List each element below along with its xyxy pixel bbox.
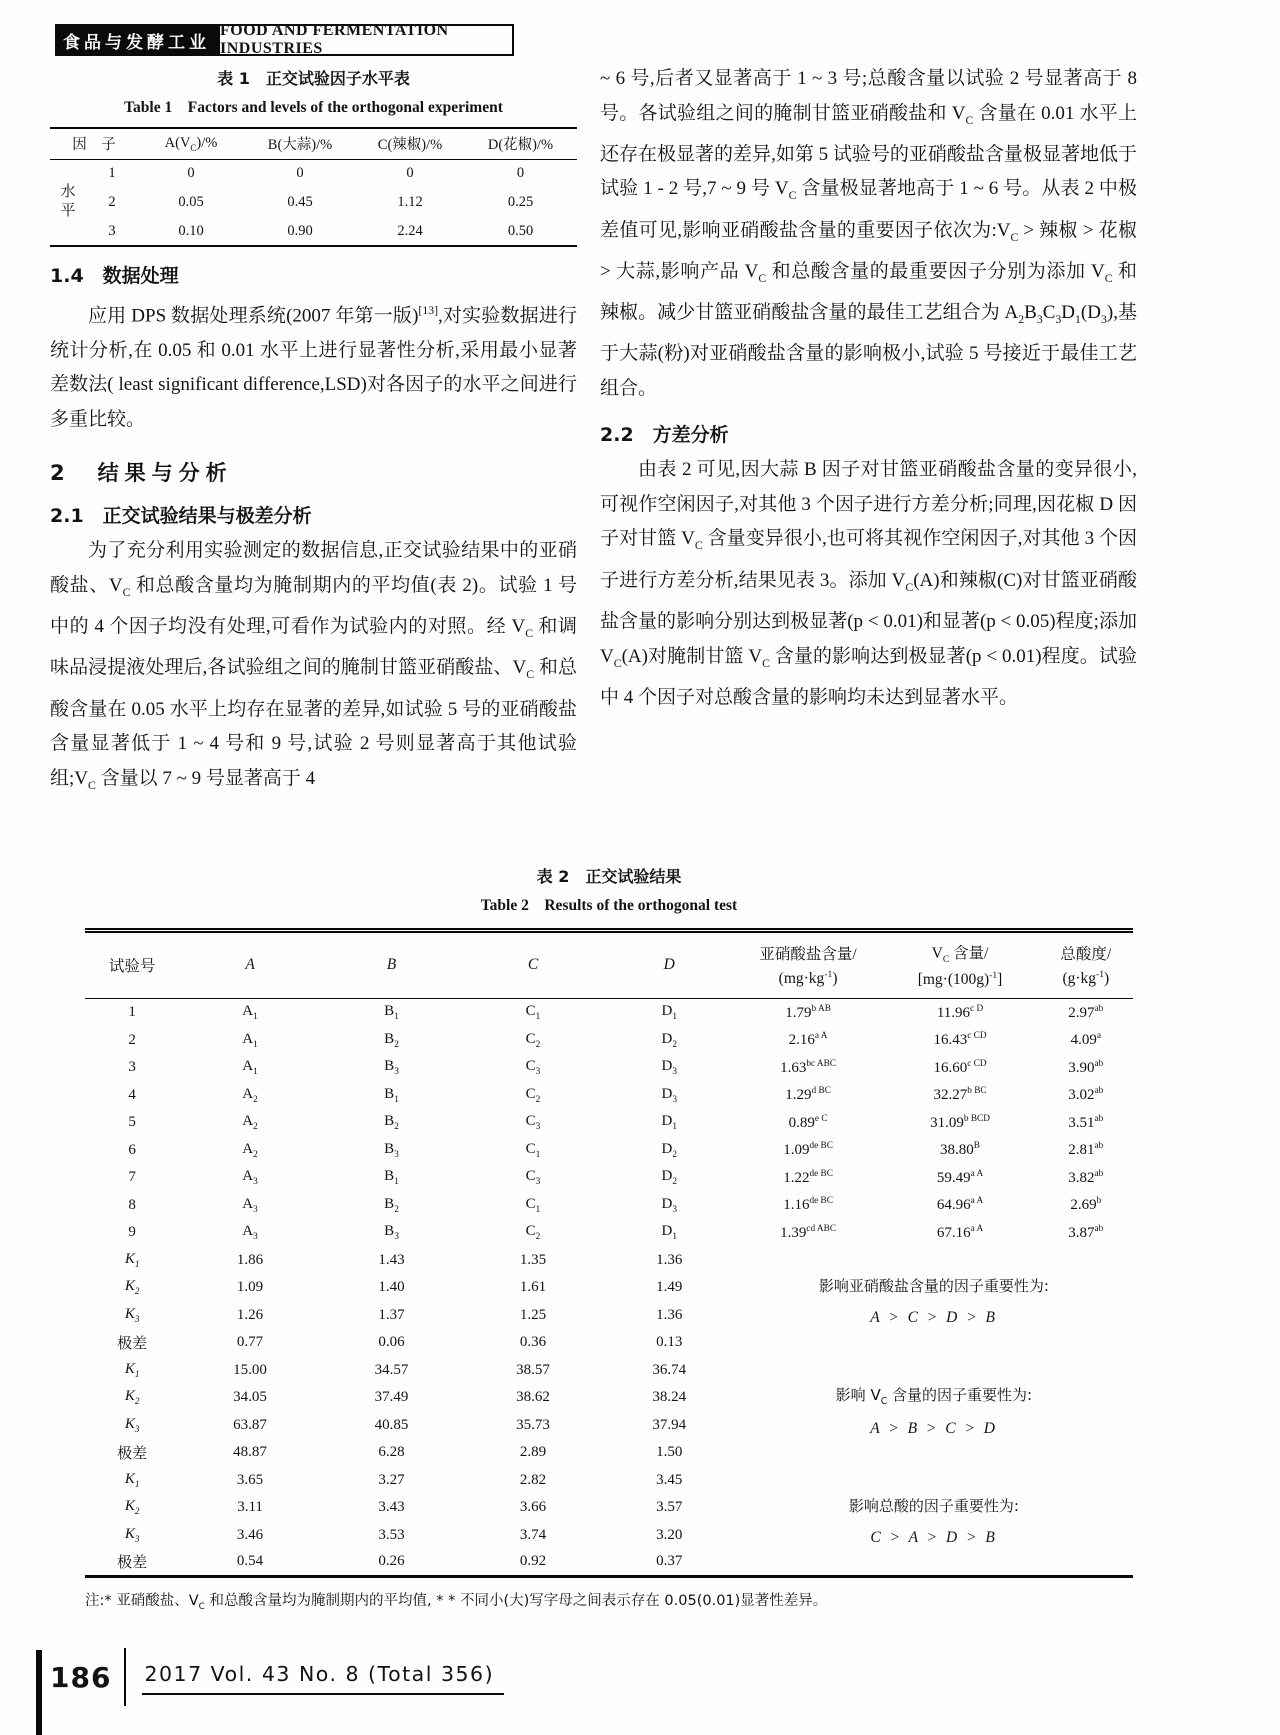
table1-cell: 0.10 xyxy=(178,222,204,239)
run-d: $D_2$ xyxy=(661,1168,677,1187)
table2-run-row xyxy=(85,1081,1133,1109)
k-a: 34.05 xyxy=(233,1389,267,1405)
run-c: $C_1$ xyxy=(525,1140,541,1160)
k-c: 3.74 xyxy=(519,1526,547,1543)
table2-header-nitrite-unit: $(mg\cdot kg^{-1})$ xyxy=(778,969,838,988)
run-no: 9 xyxy=(128,1224,136,1240)
run-d: $D_3$ xyxy=(661,1195,677,1215)
note-order: A > C > D > B xyxy=(870,1309,998,1327)
k-a: 15.00 xyxy=(233,1361,267,1378)
run-a: $A_3$ xyxy=(242,1223,258,1242)
run-vc: $11.96^{c D}$ xyxy=(936,1003,984,1021)
table2-run-row xyxy=(85,1054,1133,1082)
run-vc: $59.49^{a A}$ xyxy=(936,1168,984,1186)
run-a: $A_3$ xyxy=(242,1195,258,1215)
table1-cell: 0 xyxy=(296,165,304,182)
table1-header-c: C(辣椒)/% xyxy=(356,128,464,159)
k-b: 6.28 xyxy=(378,1444,405,1460)
table2-section xyxy=(85,864,1133,1612)
k-label: $K_3$ xyxy=(124,1305,140,1325)
run-b: $B_2$ xyxy=(384,1113,399,1132)
table2-header-vc-unit: $[mg\cdot(100g)^{-1}]$ xyxy=(917,970,1003,989)
run-b: $B_1$ xyxy=(384,1003,399,1023)
table1-cell: 0.45 xyxy=(287,194,313,210)
table1-cell: 0 xyxy=(187,165,195,182)
journal-banner-cn: 食品与发酵工业 xyxy=(55,24,218,56)
run-acid: 2.69$^b$ xyxy=(1070,1196,1102,1213)
run-c: $C_3$ xyxy=(525,1113,541,1132)
k-b: 1.43 xyxy=(378,1251,405,1268)
table1-header-row xyxy=(50,128,577,159)
run-nitrite: $1.09^{de BC}$ xyxy=(783,1141,833,1158)
table2-header-acid-line1: 总酸度/ xyxy=(1060,946,1112,964)
run-d: $D_1$ xyxy=(661,1003,677,1023)
k-b: 3.27 xyxy=(378,1471,405,1488)
k-b: 1.40 xyxy=(378,1279,405,1295)
run-vc: $32.27^{b BC}$ xyxy=(933,1086,987,1103)
k-row xyxy=(85,1356,1133,1384)
paragraph-orthogonal-results: 为了充分利用实验测定的数据信息,正交试验结果中的亚硝酸盐、$V_C$ 和总酸含量均为腌制期内的平均值(表 2)。试验 1 号中的 4 个因子均没有处理,可看作为试验内的对照。经 $V_C$ 和调味品浸提液处理后,各试验组之间的腌制甘篮亚硝酸盐、$V_C$ 和总酸含量在 0.05 水平上均存在显著的差异,如试验 5 号的亚硝酸盐含量显著低于 1 ~ 4 号和 9 号,试验 2 号则显著高于其他试验组$;V_C$ 含量以 7 ~ 9 号显著高于 4 xyxy=(50,540,577,792)
k-c: 0.92 xyxy=(519,1553,547,1570)
k-d: 0.37 xyxy=(656,1553,683,1570)
run-a: $A_3$ xyxy=(242,1168,258,1187)
run-acid: 3.90$^{ab}$ xyxy=(1068,1058,1104,1076)
table1-level: 2 xyxy=(108,194,116,210)
run-d: $D_3$ xyxy=(661,1058,677,1077)
k-c: 35.73 xyxy=(516,1416,550,1433)
run-a: $A_1$ xyxy=(242,1003,258,1023)
table1-row xyxy=(50,188,577,217)
k-label: 极差 xyxy=(117,1555,148,1572)
k-a: 1.26 xyxy=(236,1306,264,1323)
run-nitrite: $2.16^{a A}$ xyxy=(788,1031,828,1048)
k-label: $K_1$ xyxy=(124,1470,140,1490)
k-a: 1.86 xyxy=(236,1251,264,1268)
table1-cell: 0.05 xyxy=(178,194,204,210)
run-acid: 3.82$^{ab}$ xyxy=(1068,1168,1104,1186)
k-row xyxy=(85,1246,1133,1274)
k-a: 0.77 xyxy=(236,1334,264,1350)
run-c: $C_2$ xyxy=(525,1085,541,1105)
run-no: 5 xyxy=(128,1114,136,1130)
k-d: 1.49 xyxy=(656,1279,683,1295)
k-d: 3.57 xyxy=(656,1499,683,1515)
k-a: 3.65 xyxy=(236,1471,264,1488)
run-vc: $67.16^{a A}$ xyxy=(936,1223,984,1241)
run-acid: 2.97$^{ab}$ xyxy=(1068,1003,1104,1021)
table2-header-c: C xyxy=(462,931,603,999)
run-b: $B_2$ xyxy=(384,1195,399,1215)
scan-edge-mark xyxy=(36,1650,42,1735)
run-d: $D_3$ xyxy=(661,1085,677,1105)
run-b: $B_3$ xyxy=(384,1223,399,1242)
run-d: $D_1$ xyxy=(661,1113,677,1132)
run-vc: $16.60^{c CD}$ xyxy=(933,1058,987,1076)
run-no: 6 xyxy=(128,1141,136,1158)
run-a: $A_2$ xyxy=(242,1113,258,1132)
run-c: $C_3$ xyxy=(525,1168,541,1187)
k-c: 1.61 xyxy=(519,1279,547,1295)
run-nitrite: $1.79^{b AB}$ xyxy=(785,1003,831,1021)
k-b: 3.53 xyxy=(378,1526,405,1543)
table1-row xyxy=(50,217,577,246)
run-a: $A_1$ xyxy=(242,1058,258,1077)
k-d: 3.20 xyxy=(656,1526,683,1543)
run-acid: 4.09$^a$ xyxy=(1070,1031,1101,1048)
table1-level-group-label: 水平 xyxy=(60,183,76,220)
run-nitrite: $1.39^{cd ABC}$ xyxy=(780,1223,837,1241)
table2-header-vc xyxy=(881,931,1038,999)
run-no: 3 xyxy=(128,1059,136,1075)
k-b: 34.57 xyxy=(374,1361,409,1378)
run-nitrite: $1.63^{bc ABC}$ xyxy=(780,1058,837,1076)
table1-cell: 0.90 xyxy=(287,222,313,239)
table2-header-b: B xyxy=(321,931,462,999)
run-acid: 3.87$^{ab}$ xyxy=(1068,1223,1104,1241)
run-nitrite: $1.22^{de BC}$ xyxy=(783,1168,833,1186)
k-d: 37.94 xyxy=(652,1416,687,1433)
table1-cell: 0 xyxy=(516,165,525,182)
k-b: 37.49 xyxy=(374,1389,409,1405)
paragraph-anova: 由表 2 可见,因大蒜 B 因子对甘篮亚硝酸盐含量的变异很小,可视作空闲因子,对其他 3 个因子进行方差分析;同理,因花椒 D 因子对甘篮 $V_C$ 含量变异很小,也可将其视作空闲因子,对其他 3 个因子进行方差分析,结果见表 3。添加 $V_C(A)$和辣椒(C)对甘篮亚硝酸盐含量的影响分别达到极显著(p < 0.01)和显著(p < 0.05)程度;添加 $V_C(A)$对腌制甘篮 $V_C$ 含量的影响达到极显著(p < 0.01)程度。试验中 4 个因子对总酸含量的影响均未达到显著水平。 xyxy=(600,459,1137,708)
k-a: 3.46 xyxy=(236,1526,264,1543)
k-label: $K_3$ xyxy=(124,1525,140,1545)
table2-run-row xyxy=(85,1164,1133,1192)
table2-header-nitrite-line1: 亚硝酸盐含量/ xyxy=(759,946,857,964)
table2-header-a: A xyxy=(179,931,320,999)
paragraph-data-processing: 应用 DPS 数据处理系统(2007 年第一版)[13],对实验数据进行统计分析,在 0.05 和 0.01 水平上进行显著性分析,采用最小显著差数法( least significant difference,LSD)对各因子的水平之间进行多重比较。 xyxy=(50,304,577,430)
table1-cell: 2.24 xyxy=(397,222,423,239)
run-no: 8 xyxy=(128,1196,136,1213)
k-d: 36.74 xyxy=(652,1361,687,1378)
table2-title-cn: 表 2 正交试验结果 xyxy=(536,867,682,886)
k-label: $K_3$ xyxy=(124,1415,140,1435)
table1-cell: 1.12 xyxy=(397,194,423,210)
run-a: $A_2$ xyxy=(242,1085,258,1105)
run-acid: 3.02$^{ab}$ xyxy=(1068,1086,1104,1103)
table2-run-row xyxy=(85,1109,1133,1137)
table2-header-d: D xyxy=(604,931,735,999)
note-text: 影响亚硝酸盐含量的因子重要性为: xyxy=(818,1277,1049,1296)
section-heading-1-4: 1.4 数据处理 xyxy=(50,265,179,287)
table1-row xyxy=(50,159,577,188)
table1-level: 1 xyxy=(108,165,116,182)
run-d: $D_1$ xyxy=(661,1223,677,1242)
run-b: $B_1$ xyxy=(384,1168,399,1187)
k-label: $K_1$ xyxy=(124,1360,140,1380)
run-b: $B_1$ xyxy=(384,1085,399,1105)
k-c: 0.36 xyxy=(519,1334,547,1350)
section-heading-2: 2 结果与分析 xyxy=(50,461,233,486)
k-c: 38.57 xyxy=(516,1361,550,1378)
k-c: 1.25 xyxy=(519,1306,547,1323)
table2-header-nitrite xyxy=(735,931,882,999)
table2-run-row xyxy=(85,1136,1133,1164)
k-a: 48.87 xyxy=(233,1444,267,1460)
run-c: $C_2$ xyxy=(525,1030,541,1050)
run-nitrite: $0.89^{e C}$ xyxy=(788,1113,828,1131)
run-acid: 3.51$^{ab}$ xyxy=(1068,1113,1104,1131)
k-b: 40.85 xyxy=(374,1416,409,1433)
k-d: 38.24 xyxy=(652,1389,687,1405)
table1-title-cn: 表 1 正交试验因子水平表 xyxy=(217,69,410,88)
run-a: $A_2$ xyxy=(242,1140,258,1160)
k-d: 1.36 xyxy=(656,1251,683,1268)
table1-cell: 0.25 xyxy=(507,194,534,210)
k-b: 1.37 xyxy=(378,1306,405,1323)
table2-header-run: 试验号 xyxy=(85,931,179,999)
run-no: 2 xyxy=(128,1031,136,1048)
run-a: $A_1$ xyxy=(242,1030,258,1050)
table1-title-en: Table 1 Factors and levels of the orthogonal experiment xyxy=(124,99,503,116)
issue-line: 2017 Vol. 43 No. 8 (Total 356) xyxy=(142,1660,504,1695)
k-label: $K_2$ xyxy=(124,1388,140,1407)
table1-cell: 0.50 xyxy=(507,222,534,239)
k-c: 2.82 xyxy=(519,1471,547,1488)
k-d: 0.13 xyxy=(656,1334,683,1350)
paragraph-results-continued: ~ 6 号,后者又显著高于 1 ~ 3 号;总酸含量以试验 2 号显著高于 8 号。各试验组之间的腌制甘篮亚硝酸盐和 $V_C$ 含量在 0.01 水平上还存在极显著的差异,如第 5 试验号的亚硝酸盐含量极显著地低于试验 1 - 2 号,7 ~ 9 号 $V_C$ 含量极显著地高于 1 ~ 6 号。从表 2 中极差值可见,影响亚硝酸盐含量的重要因子依次为$:V_C$ > 辣椒 > 花椒 > 大蒜,影响产品 $V_C$ 和总酸含量的最重要因子分别为添加 $V_C$ 和辣椒。减少甘篮亚硝酸盐含量的最佳工艺组合为 $A_2B_3C_3D_1(D_3)$,基于大蒜(粉)对亚硝酸盐含量的影响极小,试验 5 号接近于最佳工艺组合。 xyxy=(600,68,1138,399)
run-d: $D_2$ xyxy=(661,1140,677,1160)
note-order: C > A > D > B xyxy=(870,1528,998,1546)
table1-cell: 0 xyxy=(406,165,414,182)
run-c: $C_3$ xyxy=(525,1058,541,1077)
section-heading-2-2: 2.2 方差分析 xyxy=(600,424,729,447)
section-heading-2-1: 2.1 正交试验结果与极差分析 xyxy=(50,505,312,528)
run-vc: $64.96^{a A}$ xyxy=(936,1196,984,1213)
table2-footnote: 注:* 亚硝酸盐、$V_C$ 和总酸含量均为腌制期内的平均值, * * 不同小(大)写字母之间表示存在 0.05(0.01)显著性差异。 xyxy=(85,1592,828,1612)
table1-level: 3 xyxy=(108,222,116,239)
run-b: $B_2$ xyxy=(384,1030,399,1050)
k-d: 3.45 xyxy=(656,1471,683,1488)
k-a: 1.09 xyxy=(236,1279,264,1295)
table1-header-d: D(花椒)/% xyxy=(464,128,577,159)
table2-header-row xyxy=(85,931,1133,999)
factor-importance-note-nitrite xyxy=(735,1246,1133,1356)
table2-header-acid xyxy=(1039,931,1133,999)
k-c: 2.89 xyxy=(519,1444,547,1460)
k-a: 63.87 xyxy=(233,1416,267,1433)
table2-run-row xyxy=(85,1219,1133,1247)
k-label: $K_2$ xyxy=(124,1278,140,1297)
run-acid: 2.81$^{ab}$ xyxy=(1068,1141,1104,1158)
run-c: $C_1$ xyxy=(525,1195,541,1215)
table2-run-row xyxy=(85,1026,1133,1054)
run-c: $C_1$ xyxy=(525,1003,541,1023)
run-vc: $31.09^{b BCD}$ xyxy=(930,1113,990,1131)
right-column xyxy=(600,62,1137,715)
table2-header-vc-line1: $V_C$ 含量/ xyxy=(931,945,989,966)
run-no: 7 xyxy=(128,1169,136,1185)
k-b: 3.43 xyxy=(378,1499,405,1515)
k-d: 1.50 xyxy=(656,1444,683,1460)
note-order: A > B > C > D xyxy=(870,1420,998,1438)
note-text: 影响 $V_C$ 含量的因子重要性为: xyxy=(835,1386,1033,1408)
run-c: $C_2$ xyxy=(525,1223,541,1242)
run-b: $B_3$ xyxy=(384,1058,399,1077)
run-nitrite: $1.16^{de BC}$ xyxy=(783,1196,833,1213)
journal-banner-en: FOOD AND FERMENTATION INDUSTRIES xyxy=(218,24,514,56)
k-label: 极差 xyxy=(117,1446,148,1462)
k-a: 0.54 xyxy=(236,1553,264,1570)
table1-header-a: $A(V_C)/\%$ xyxy=(138,128,244,159)
k-c: 1.35 xyxy=(519,1251,547,1268)
run-vc: $16.43^{c CD}$ xyxy=(933,1031,987,1048)
run-d: $D_2$ xyxy=(661,1030,677,1050)
k-c: 3.66 xyxy=(519,1499,547,1515)
k-b: 0.06 xyxy=(378,1334,405,1350)
table2-orthogonal-results xyxy=(85,928,1133,1578)
run-no: 4 xyxy=(128,1086,136,1103)
table2-header-acid-unit: $(g\cdot kg^{-1})$ xyxy=(1062,969,1110,988)
table1-header-b: B(大蒜)/% xyxy=(244,128,356,159)
k-row xyxy=(85,1466,1133,1494)
table2-run-row xyxy=(85,999,1133,1027)
k-c: 38.62 xyxy=(516,1389,550,1405)
page-number: 186 xyxy=(50,1660,112,1694)
k-a: 3.11 xyxy=(237,1499,263,1515)
table2-run-row xyxy=(85,1191,1133,1219)
table1-factors-levels xyxy=(50,127,577,247)
run-b: $B_3$ xyxy=(384,1140,399,1160)
page-footer xyxy=(50,1648,504,1706)
run-vc: $38.80^B$ xyxy=(940,1141,980,1158)
table2-title-en: Table 2 Results of the orthogonal test xyxy=(480,897,738,914)
factor-importance-note-vc xyxy=(735,1356,1133,1466)
run-nitrite: $1.29^{d BC}$ xyxy=(785,1086,831,1103)
run-no: 1 xyxy=(128,1004,136,1021)
k-d: 1.36 xyxy=(656,1306,683,1323)
k-label: 极差 xyxy=(117,1336,148,1352)
k-label: $K_1$ xyxy=(124,1250,140,1270)
left-column xyxy=(50,66,577,803)
table1-header-factor: 因 子 xyxy=(50,128,138,159)
factor-importance-note-acid xyxy=(735,1466,1133,1576)
footer-divider xyxy=(124,1648,126,1706)
k-b: 0.26 xyxy=(378,1553,405,1570)
note-text: 影响总酸的因子重要性为: xyxy=(848,1496,1019,1515)
k-label: $K_2$ xyxy=(124,1498,140,1517)
